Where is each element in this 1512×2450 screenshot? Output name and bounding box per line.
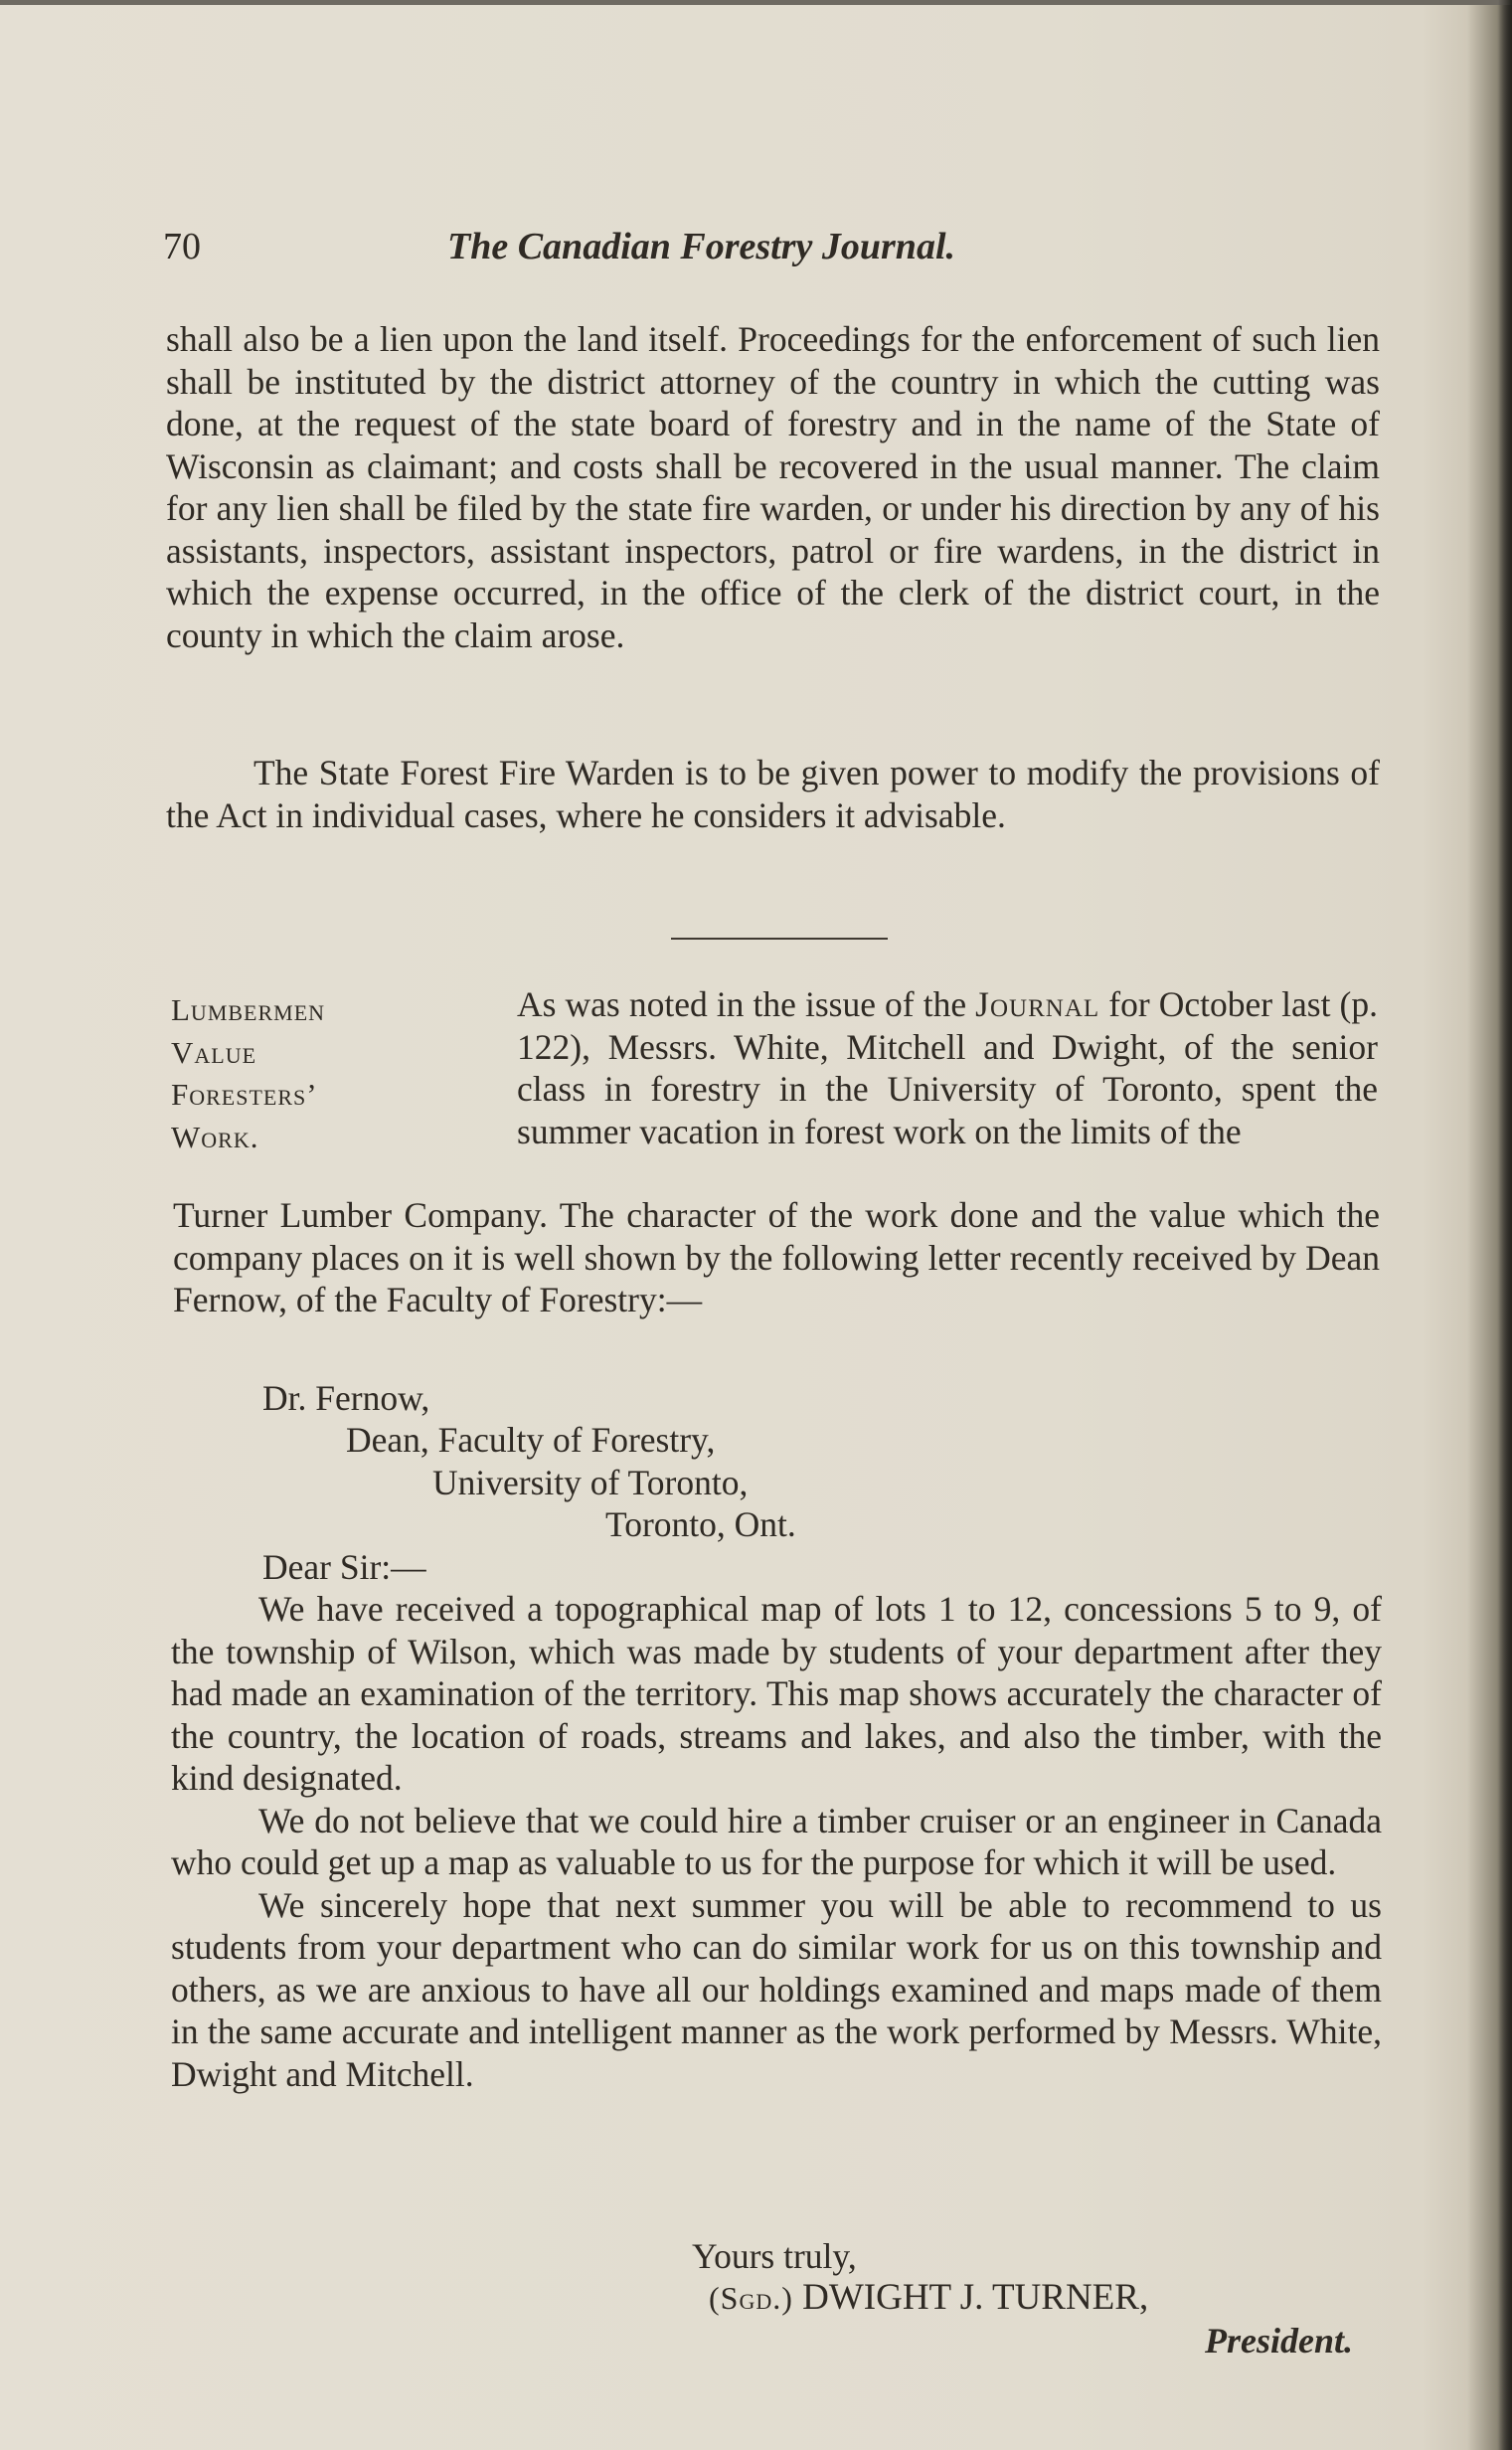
warden-paragraph: The State Forest Fire Warden is to be given power to modify the provisions of the Act in individual cases, where he considers it advisable. (166, 753, 1380, 835)
letter-paragraph-3: We sincerely hope that next summer you will be able to recommend to us students from your department who can do similar work for us on this township and others, as we are anxious to have all our holdings examined and maps made of them in the same accurate and intelligent manner as the work performed by Messrs. White, Dwight and Mitchell. (171, 1884, 1382, 2094)
signature-line (709, 2277, 1148, 2320)
running-head: The Canadian Forestry Journal. (447, 226, 955, 267)
lien-paragraph-block (166, 318, 1380, 656)
journal-word: Journal (975, 984, 1100, 1024)
side-heading (171, 989, 420, 1158)
lien-paragraph: shall also be a lien upon the land itself. Proceedings for the enforcement of such lien shall be instituted by the district attorney of the country in which the cutting was done, at the request of the state board of forestry and in the name of the State of Wisconsin as claimant; and costs shall be recovered in the usual manner. The claim for any lien shall be filed by the state fire warden, or under his direction by any of his assistants, inspectors, assistant inspectors, patrol or fire wardens, in the district in which the expense occurred, in the office of the clerk of the district court, in the county in which the claim arose. (166, 319, 1380, 655)
binding-shadow (1498, 0, 1512, 2450)
section-continuation: Turner Lumber Company. The character of the work done and the value which the company places on it is well shown by the following letter recently received by Dean Fernow, of the Faculty of Forestry:— (173, 1195, 1380, 1319)
signatory-name: DWIGHT J. TURNER, (802, 2277, 1149, 2318)
letter-paragraph-1: We have received a topographical map of lots 1 to 12, concessions 5 to 9, of the township of Wilson, which was made by students of your department after they had made an examination of the territory. This map shows accurately the character of the country, the location of roads, streams and lakes, and also the timber, with the kind designated. (171, 1589, 1382, 1798)
signatory-title: President. (1205, 2321, 1353, 2361)
page-top-edge (0, 0, 1512, 5)
letter-closing: Yours truly, (692, 2236, 857, 2276)
salutation: Dear Sir:— (262, 1547, 426, 1587)
letter-body (171, 1588, 1382, 2095)
address-line-4: Toronto, Ont. (605, 1504, 796, 1544)
address-line-1: Dr. Fernow, (262, 1378, 430, 1418)
side-heading-line-2: Value (171, 1034, 257, 1070)
section-intro-start: As was noted in the issue of the (517, 984, 976, 1024)
signed-marker: (Sgd.) (709, 2280, 793, 2316)
warden-paragraph-block (166, 752, 1380, 836)
page-number: 70 (163, 226, 201, 267)
side-heading-line-1: Lumbermen (171, 992, 326, 1027)
section-intro (517, 983, 1378, 1152)
section-divider (671, 938, 888, 940)
side-heading-line-4: Work. (171, 1119, 259, 1154)
letter-paragraph-2: We do not believe that we could hire a timber cruiser or an engineer in Canada who could get up a map as valuable to us for the purpose for which it will be used. (171, 1800, 1382, 1882)
section-intro-end: for October last (p. 122), Messrs. White, Mitchell and Dwight, of the senior class in forestry in the University of Toronto, spent the summer vacation in forest work on the limits of the (517, 984, 1378, 1151)
page-header (163, 221, 1396, 280)
side-heading-line-3: Foresters’ (171, 1077, 318, 1112)
address-line-3: University of Toronto, (432, 1463, 749, 1502)
address-line-2: Dean, Faculty of Forestry, (346, 1420, 716, 1460)
